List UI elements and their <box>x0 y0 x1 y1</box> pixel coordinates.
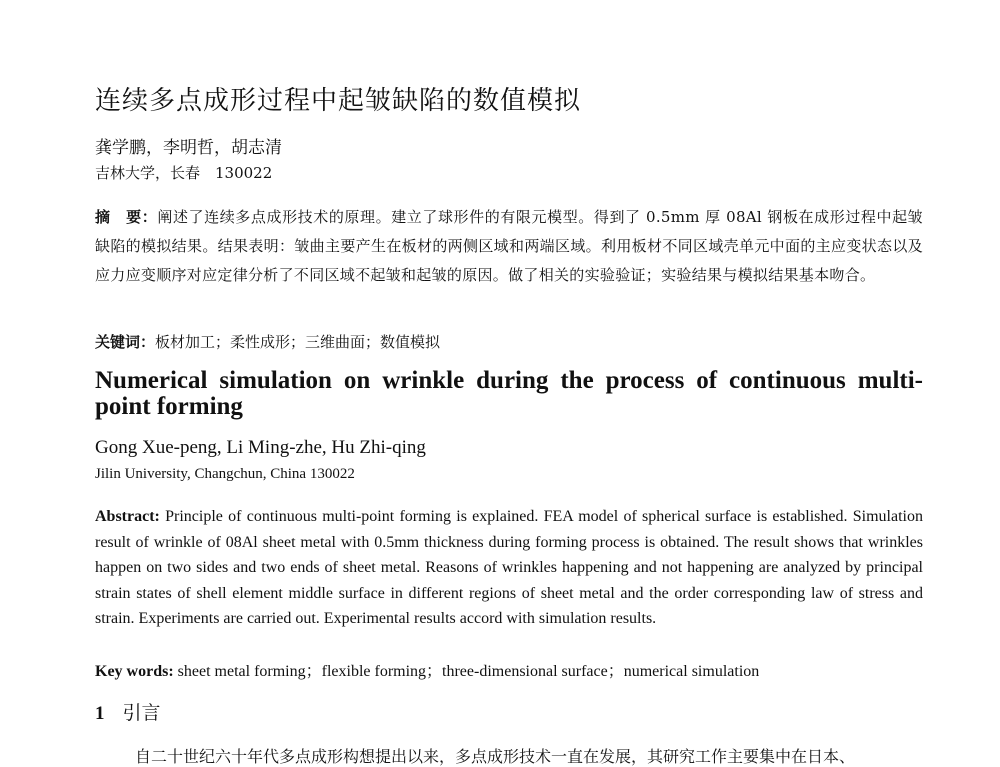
chinese-abstract-label: 摘 要： <box>95 208 158 226</box>
chinese-affiliation: 吉林大学，长春 130022 <box>95 164 273 182</box>
chinese-keywords <box>95 331 440 352</box>
english-affiliation: Jilin University, Changchun, China 130022 <box>95 466 355 482</box>
chinese-keywords-text: 板材加工；柔性成形；三维曲面；数值模拟 <box>155 333 441 351</box>
chinese-title: 连续多点成形过程中起皱缺陷的数值模拟 <box>95 86 582 116</box>
body-paragraph-first-line: 自二十世纪六十年代多点成形构想提出以来，多点成形技术一直在发展，其研究工作主要集中在日本、 <box>135 747 856 766</box>
english-keywords <box>95 658 759 681</box>
english-authors: Gong Xue-peng, Li Ming-zhe, Hu Zhi-qing <box>95 437 426 458</box>
english-keywords-text: sheet metal forming；flexible forming；three-dimensional surface；numerical simulation <box>173 663 760 680</box>
section-number: 1 <box>95 703 105 724</box>
english-abstract-label: Abstract: <box>95 508 160 525</box>
chinese-abstract-text: 阐述了连续多点成形技术的原理。建立了球形件的有限元模型。得到了 0.5mm 厚 08Al 钢板在成形过程中起皱缺陷的模拟结果。结果表明：皱曲主要产生在板材的两侧区域和两端区域。利用板材不同区域壳单元中面的主应变状态以及应力应变顺序对应定律分析了不同区域不起皱和起皱的原因。做了相关的实验验证；实验结果与模拟结果基本吻合。 <box>95 208 923 284</box>
english-abstract <box>95 504 923 632</box>
chinese-abstract <box>95 203 923 290</box>
section-title: 引言 <box>122 702 161 724</box>
chinese-keywords-label: 关键词： <box>95 333 156 351</box>
chinese-authors: 龚学鹏，李明哲，胡志清 <box>95 138 282 158</box>
section-heading <box>95 698 161 725</box>
english-keywords-label: Key words: <box>95 663 174 680</box>
english-title: Numerical simulation on wrinkle during the process of continuous multi-point forming <box>95 367 923 420</box>
english-abstract-text: Principle of continuous multi-point forming is explained. FEA model of spherical surface is established. Simulation result of wrinkle of 08Al sheet metal with 0.5mm thickness during forming process is obtained. The result shows that wrinkles happen on two sides and two ends of sheet metal. Reasons of wrinkles happening and not happening are analyzed by principal strain states of shell element middle surface in different regions of sheet metal and the order corresponding law of stress and strain. Experiments are carried out. Experimental results accord with simulation results. <box>95 508 923 627</box>
